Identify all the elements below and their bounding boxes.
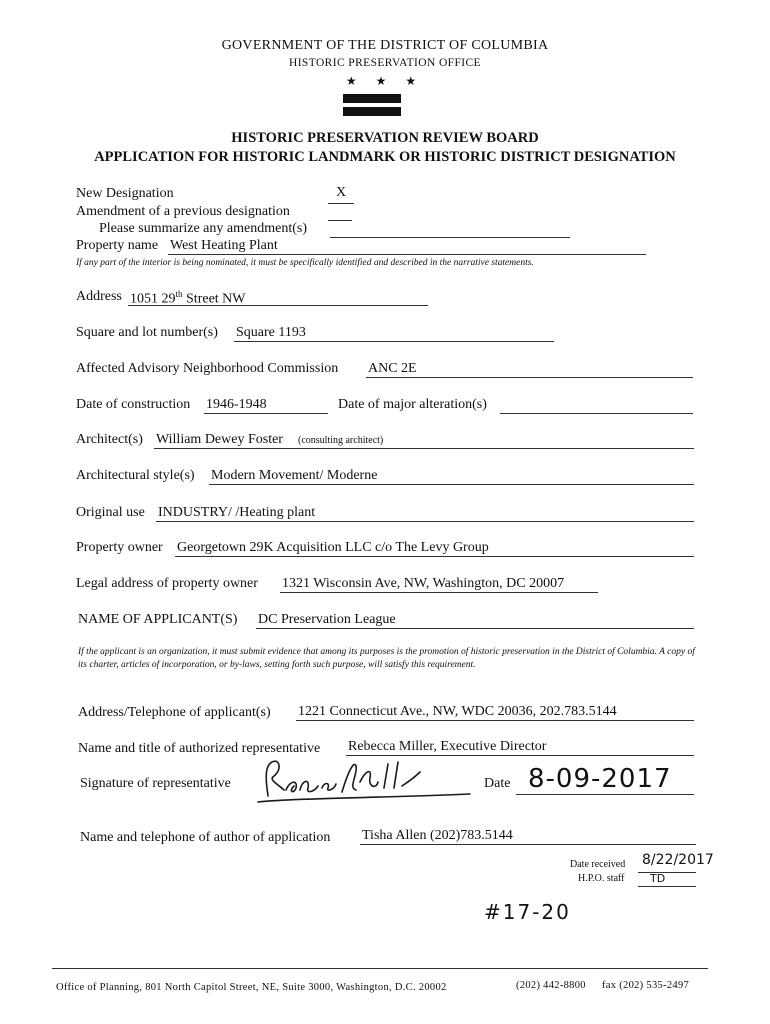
owner-line xyxy=(175,556,694,557)
dc-flag-bar-top xyxy=(343,94,401,103)
anc-value[interactable]: ANC 2E xyxy=(368,361,417,376)
owner-value[interactable]: Georgetown 29K Acquisition LLC c/o The Levy Group xyxy=(177,540,489,555)
architect-value[interactable]: William Dewey Foster xyxy=(156,432,283,447)
applicant-address-label: Address/Telephone of applicant(s) xyxy=(78,705,271,720)
square-label: Square and lot number(s) xyxy=(76,325,218,340)
case-number: #17-20 xyxy=(484,900,571,924)
applicant-address-line xyxy=(296,720,694,721)
applicant-name-label: NAME OF APPLICANT(S) xyxy=(78,612,238,627)
original-use-label: Original use xyxy=(76,505,145,520)
legal-address-value[interactable]: 1321 Wisconsin Ave, NW, Washington, DC 20007 xyxy=(282,576,565,591)
date-received-line xyxy=(638,872,696,873)
organization-note: If the applicant is an organization, it must submit evidence that among its purposes is the promotion of historic preservation in the District of Columbia. A copy of its charter, articles of incorporation, or by-laws, setting forth such purpose, will satisfy this requirement. xyxy=(78,647,695,670)
alteration-line[interactable] xyxy=(500,413,693,414)
legal-address-line xyxy=(280,592,598,593)
government-heading: GOVERNMENT OF THE DISTRICT OF COLUMBIA xyxy=(221,38,549,53)
architect-label: Architect(s) xyxy=(76,432,143,447)
square-line xyxy=(234,341,554,342)
footer-fax: fax (202) 535-2497 xyxy=(602,980,690,991)
construction-label: Date of construction xyxy=(76,397,191,412)
style-label: Architectural style(s) xyxy=(76,468,195,483)
application-title: APPLICATION FOR HISTORIC LANDMARK OR HISTORIC DISTRICT DESIGNATION xyxy=(94,149,676,165)
applicant-address-value[interactable]: 1221 Connecticut Ave., NW, WDC 20036, 202.783.5144 xyxy=(298,704,617,719)
date-received-label: Date received xyxy=(570,859,626,870)
board-title: HISTORIC PRESERVATION REVIEW BOARD xyxy=(231,130,539,146)
hpo-staff-value[interactable]: TD xyxy=(650,872,666,885)
representative-label: Name and title of authorized representative xyxy=(78,741,321,756)
author-label: Name and telephone of author of application xyxy=(80,830,331,845)
applicant-name-value[interactable]: DC Preservation League xyxy=(258,612,396,627)
dc-flag-stars-icon: ★ ★ ★ xyxy=(345,74,425,88)
construction-value[interactable]: 1946-1948 xyxy=(206,397,267,412)
anc-label: Affected Advisory Neighborhood Commission xyxy=(76,361,339,376)
square-value[interactable]: Square 1193 xyxy=(236,325,306,340)
amendment-label: Amendment of a previous designation xyxy=(76,204,290,219)
footer-address: Office of Planning, 801 North Capitol Street, NE, Suite 3000, Washington, D.C. 20002 xyxy=(56,982,447,993)
property-name-line xyxy=(168,254,646,255)
dc-flag-bar-bottom xyxy=(343,107,401,116)
interior-note: If any part of the interior is being nominated, it must be specifically identified and described in the narrative statements. xyxy=(76,258,534,268)
footer-rule xyxy=(52,968,708,969)
original-use-line xyxy=(156,521,694,522)
amendment-line[interactable] xyxy=(328,220,352,221)
author-value[interactable]: Tisha Allen (202)783.5144 xyxy=(362,828,513,843)
original-use-value[interactable]: INDUSTRY/ /Heating plant xyxy=(158,505,316,520)
signature-label: Signature of representative xyxy=(80,776,231,791)
anc-line xyxy=(366,377,693,378)
summarize-label: Please summarize any amendment(s) xyxy=(99,221,307,236)
new-designation-value[interactable]: X xyxy=(336,185,347,200)
address-value-number: 1051 29 xyxy=(130,291,176,307)
address-value-street: Street NW xyxy=(182,291,246,307)
author-line xyxy=(360,844,696,845)
architect-line xyxy=(154,448,694,449)
construction-line xyxy=(204,413,328,414)
style-line xyxy=(209,484,694,485)
hpo-staff-label: H.P.O. staff xyxy=(578,873,625,884)
address-value-suffix: th xyxy=(175,289,183,299)
signature-image[interactable] xyxy=(238,752,478,808)
architect-note: (consulting architect) xyxy=(298,435,384,446)
date-received-value[interactable]: 8/22/2017 xyxy=(642,852,714,868)
new-designation-label: New Designation xyxy=(76,186,174,201)
office-heading: HISTORIC PRESERVATION OFFICE xyxy=(289,57,481,69)
address-line xyxy=(128,305,428,306)
date-line xyxy=(516,794,694,795)
new-designation-line xyxy=(328,203,354,204)
date-label: Date xyxy=(484,776,511,791)
legal-address-label: Legal address of property owner xyxy=(76,576,258,591)
hpo-staff-line xyxy=(638,886,696,887)
owner-label: Property owner xyxy=(76,540,163,555)
applicant-name-line xyxy=(256,628,694,629)
property-name-value[interactable]: West Heating Plant xyxy=(170,238,278,253)
address-label: Address xyxy=(76,289,122,304)
summarize-line[interactable] xyxy=(330,237,570,238)
style-value[interactable]: Modern Movement/ Moderne xyxy=(211,468,378,483)
property-name-label: Property name xyxy=(76,238,159,253)
representative-value[interactable]: Rebecca Miller, Executive Director xyxy=(348,739,547,754)
date-value[interactable]: 8-09-2017 xyxy=(528,764,672,794)
alteration-label: Date of major alteration(s) xyxy=(338,397,487,412)
footer-phone: (202) 442-8800 xyxy=(516,980,586,991)
